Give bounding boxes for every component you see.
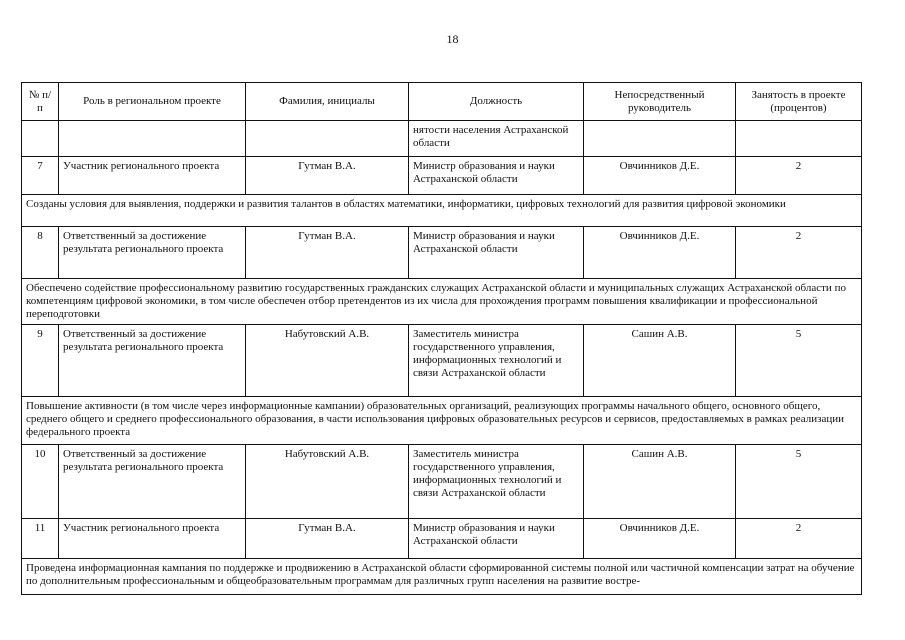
cell-load: 5 bbox=[736, 445, 862, 519]
cell-position: нятости населения Астраханской области bbox=[409, 121, 584, 157]
cell-number: 7 bbox=[22, 157, 59, 195]
cell-manager: Овчинников Д.Е. bbox=[584, 519, 736, 559]
header-load: Занятость в проекте (процентов) bbox=[736, 83, 862, 121]
cell-manager: Сашин А.В. bbox=[584, 445, 736, 519]
header-manager: Непосредственный руководитель bbox=[584, 83, 736, 121]
cell-name: Гутман В.А. bbox=[246, 227, 409, 279]
cell-name bbox=[246, 121, 409, 157]
cell-manager: Овчинников Д.Е. bbox=[584, 227, 736, 279]
cell-load: 2 bbox=[736, 519, 862, 559]
cell-role: Ответственный за достижение результата регионального проекта bbox=[59, 325, 246, 397]
table-row bbox=[22, 157, 862, 195]
cell-number bbox=[22, 121, 59, 157]
section-row bbox=[22, 195, 862, 227]
cell-name: Гутман В.А. bbox=[246, 519, 409, 559]
cell-role: Участник регионального проекта bbox=[59, 157, 246, 195]
cell-position: Заместитель министра государственного управления, информационных технологий и связи Астраханской области bbox=[409, 445, 584, 519]
section-row bbox=[22, 279, 862, 325]
cell-number: 9 bbox=[22, 325, 59, 397]
section-row bbox=[22, 559, 862, 595]
cell-load: 2 bbox=[736, 227, 862, 279]
section-text: Повышение активности (в том числе через информационные кампании) образовательных организаций, реализующих программы начального общего, основного общего, среднего общего и среднего профессионального образования, в части использования цифровых образовательных ресурсов и сервисов, предоставляемых в рамках реализации федерального проекта bbox=[22, 397, 862, 445]
page-number: 18 bbox=[446, 32, 459, 46]
header-role: Роль в региональном проекте bbox=[59, 83, 246, 121]
cell-manager: Сашин А.В. bbox=[584, 325, 736, 397]
project-team-table bbox=[21, 82, 862, 595]
table-row bbox=[22, 325, 862, 397]
table-row bbox=[22, 519, 862, 559]
cell-name: Набутовский А.В. bbox=[246, 325, 409, 397]
header-position: Должность bbox=[409, 83, 584, 121]
cell-position: Министр образования и науки Астраханской области bbox=[409, 227, 584, 279]
cell-number: 8 bbox=[22, 227, 59, 279]
table-row bbox=[22, 227, 862, 279]
cell-load bbox=[736, 121, 862, 157]
cell-role bbox=[59, 121, 246, 157]
cell-position: Заместитель министра государственного управления, информационных технологий и связи Астраханской области bbox=[409, 325, 584, 397]
cell-role: Ответственный за достижение результата регионального проекта bbox=[59, 445, 246, 519]
cell-position: Министр образования и науки Астраханской области bbox=[409, 519, 584, 559]
section-text: Проведена информационная кампания по поддержке и продвижению в Астраханской области сформированной системы полной или частичной компенсации затрат на обучение по дополнительным профессиональным и общеобразовательным программам для различных групп населения на развитие востре- bbox=[22, 559, 862, 595]
table-body bbox=[22, 121, 862, 595]
cell-number: 11 bbox=[22, 519, 59, 559]
cell-number: 10 bbox=[22, 445, 59, 519]
cell-load: 5 bbox=[736, 325, 862, 397]
cell-name: Гутман В.А. bbox=[246, 157, 409, 195]
cell-manager: Овчинников Д.Е. bbox=[584, 157, 736, 195]
table-row bbox=[22, 445, 862, 519]
header-name: Фамилия, инициалы bbox=[246, 83, 409, 121]
section-text: Созданы условия для выявления, поддержки и развития талантов в областях математики, информатики, цифровых технологий для развития цифровой экономики bbox=[22, 195, 862, 227]
header-number: № п/п bbox=[22, 83, 59, 121]
section-row bbox=[22, 397, 862, 445]
cell-name: Набутовский А.В. bbox=[246, 445, 409, 519]
cell-load: 2 bbox=[736, 157, 862, 195]
table-row bbox=[22, 121, 862, 157]
section-text: Обеспечено содействие профессиональному развитию государственных гражданских служащих Астраханской области и муниципальных служащих Астраханской области по компетенциям цифровой экономики, в том числе обеспечен отбор претендентов из их числа для прохождения программ повышения квалификации и профессиональной переподготовки bbox=[22, 279, 862, 325]
cell-manager bbox=[584, 121, 736, 157]
table-header-row bbox=[22, 83, 862, 121]
cell-role: Ответственный за достижение результата регионального проекта bbox=[59, 227, 246, 279]
cell-position: Министр образования и науки Астраханской области bbox=[409, 157, 584, 195]
cell-role: Участник регионального проекта bbox=[59, 519, 246, 559]
